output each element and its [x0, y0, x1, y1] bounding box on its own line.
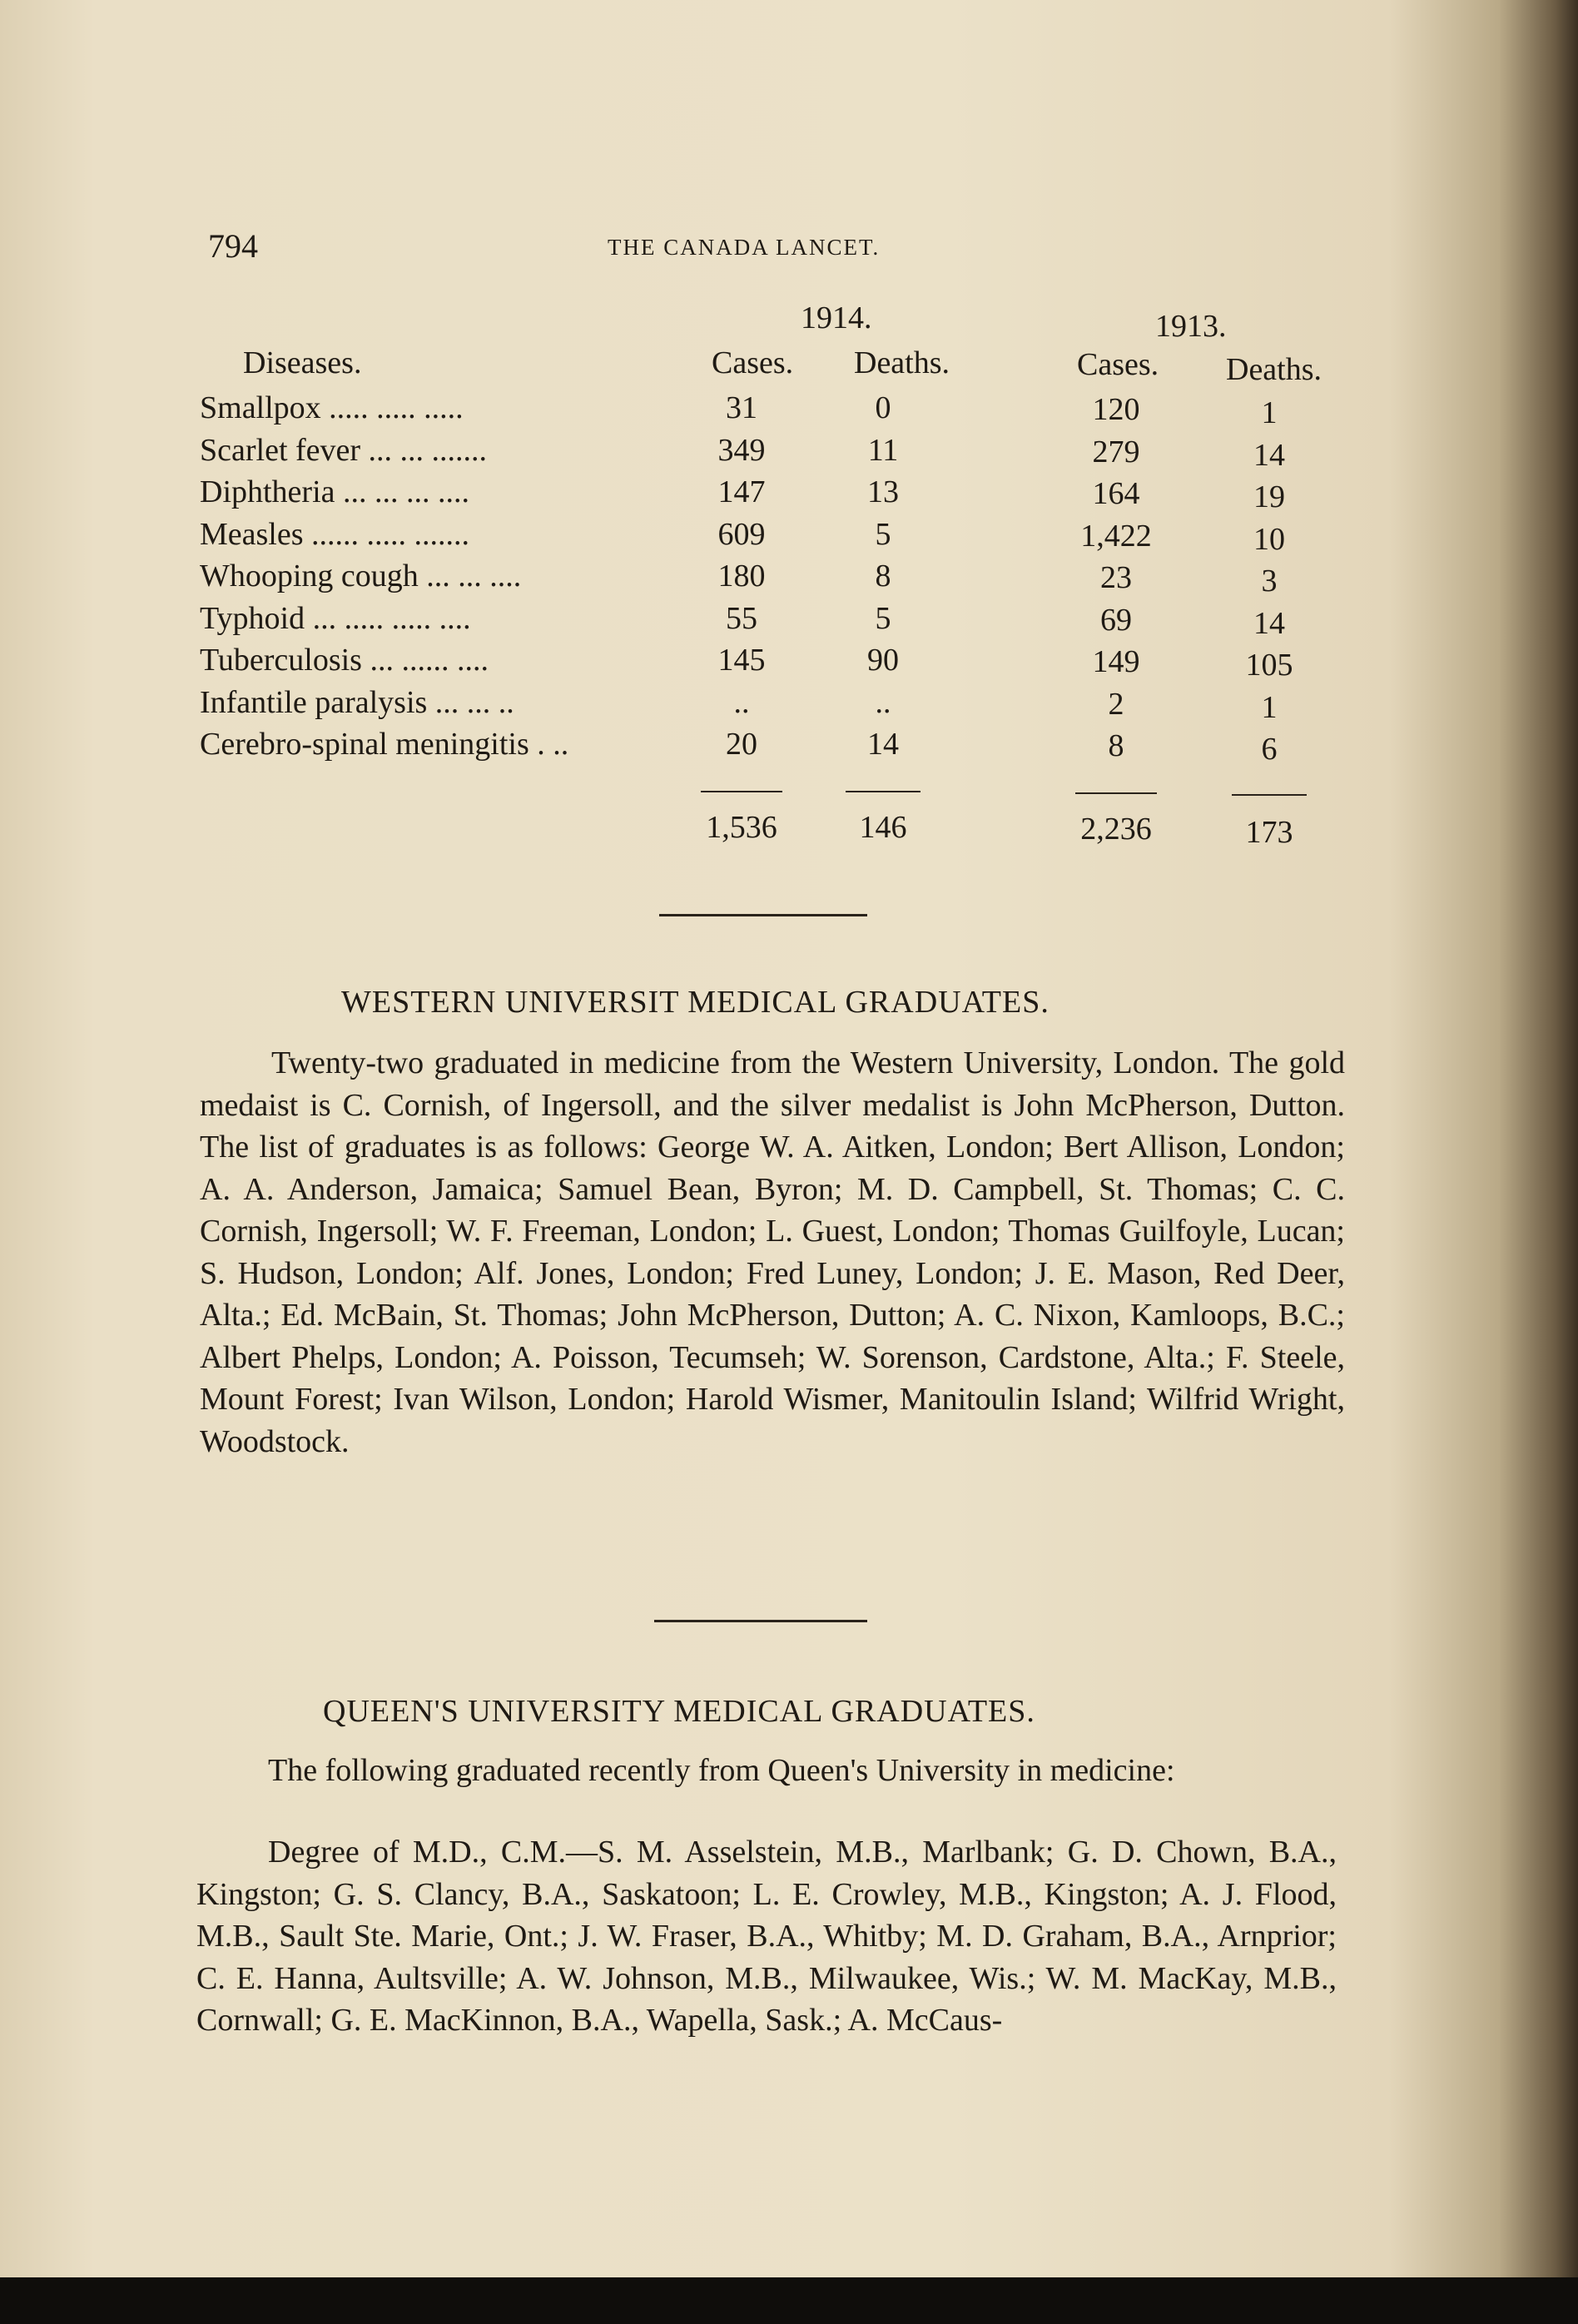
total-cases-1914: 1,536 [706, 810, 777, 845]
column-header-cases-1913: Cases. [1077, 347, 1159, 382]
deaths-1914: 14 [867, 727, 899, 762]
cases-1914: 180 [717, 559, 766, 593]
disease-name: Smallpox ..... ..... ..... [200, 390, 464, 425]
column-header-deaths-1914: Deaths. [854, 345, 950, 380]
deaths-1914: 5 [875, 600, 891, 636]
deaths-1914: .. [875, 684, 891, 720]
cases-1914: 609 [717, 516, 766, 552]
deaths-1914: 90 [867, 643, 899, 678]
scan-bottom-edge [0, 2277, 1578, 2324]
deaths-1914: 13 [867, 474, 899, 509]
cases-1913: 2 [1108, 686, 1124, 722]
deaths-1914: 8 [875, 559, 891, 593]
queens-section-heading: QUEEN'S UNIVERSITY MEDICAL GRADUATES. [323, 1694, 1035, 1729]
column-header-cases-1914: Cases. [712, 345, 794, 380]
deaths-1913: 14 [1253, 605, 1285, 641]
western-graduates-paragraph: Twenty-two graduated in medicine from the Western University, London. The gold medaist is C. Cornish, of Ingersoll, and the silver medalist is John McPherson, Dutton. The list of graduates is as follows: George W. A. Aitken, London; Bert Allison, London; A. A. Anderson, Jamaica; Samuel Bean, Byron; M. D. Campbell, St. Thomas; C. C. Cornish, Ingersoll; W. F. Freeman, London; L. Guest, London; Thomas Guilfoyle, Lucan; S. Hudson, London; Alf. Jones, London; Fred Luney, London; J. E. Mason, Red Deer, Alta.; Ed. McBain, St. Thomas; John McPherson, Dutton; A. C. Nixon, Kamloops, B.C.; Albert Phelps, London; A. Poisson, Tecumseh; W. Sorenson, Cardstone, Alta.; F. Steele, Mount Forest; Ivan Wilson, London; Harold Wismer, Manitoulin Island; Wilfrid Wright, Woodstock. [200, 1045, 1345, 1459]
deaths-1914: 11 [867, 432, 899, 468]
year-header-1913: 1913. [1155, 309, 1227, 344]
total-rule-cases-1913 [1075, 792, 1157, 794]
disease-name: Diphtheria ... ... ... .... [200, 474, 470, 509]
page-number: 794 [208, 227, 258, 265]
total-rule-deaths-1913 [1232, 794, 1307, 796]
cases-1914: 55 [726, 600, 757, 636]
queens-graduates-paragraph: Degree of M.D., C.M.—S. M. Asselstein, M.B., Marlbank; G. D. Chown, B.A., Kingston; G. S. Clancy, B.A., Saskatoon; L. E. Crowley, M.B., Kingston; A. J. Flood, M.B., Sault Ste. Marie, Ont.; J. W. Fraser, B.A., Whitby; M. D. Graham, B.A., Arnprior; C. E. Hanna, Aultsville; A. W. Johnson, M.B., Milwaukee, Wis.; W. M. MacKay, M.B., Cornwall; G. E. MacKinnon, B.A., Wapella, Sask.; A. McCaus- [196, 1835, 1337, 2038]
disease-name: Measles ...... ..... ....... [200, 516, 470, 552]
deaths-1914: 5 [875, 516, 891, 552]
total-rule-deaths-1914 [846, 791, 920, 792]
cases-1913: 120 [1092, 392, 1140, 427]
deaths-1913: 3 [1261, 564, 1278, 598]
disease-name: Whooping cough ... ... .... [200, 559, 522, 593]
total-cases-1913: 2,236 [1080, 812, 1152, 847]
deaths-1914: 0 [875, 390, 891, 425]
disease-name: Typhoid ... ..... ..... .... [200, 600, 471, 636]
deaths-1913: 1 [1261, 689, 1278, 725]
year-header-1914: 1914. [801, 300, 872, 335]
column-header-diseases: Diseases. [243, 345, 362, 380]
disease-name: Tuberculosis ... ...... .... [200, 643, 489, 678]
cases-1913: 149 [1092, 644, 1140, 679]
deaths-1913: 10 [1253, 521, 1285, 557]
deaths-1913: 19 [1253, 479, 1285, 514]
disease-name: Cerebro-spinal meningitis . .. [200, 727, 569, 762]
cases-1914: .. [733, 684, 750, 720]
journal-title: THE CANADA LANCET. [608, 235, 881, 260]
cases-1913: 23 [1100, 560, 1132, 595]
cases-1913: 164 [1092, 476, 1140, 511]
running-head [208, 226, 1365, 276]
cases-1914: 147 [717, 474, 766, 509]
cases-1914: 20 [726, 727, 757, 762]
deaths-1913: 6 [1261, 732, 1278, 767]
cases-1914: 145 [717, 643, 766, 678]
queens-intro-paragraph: The following graduated recently from Queen's University in medicine: [268, 1753, 1175, 1788]
cases-1913: 8 [1108, 728, 1124, 763]
deaths-1913: 14 [1253, 437, 1285, 473]
western-section-heading: WESTERN UNIVERSIT MEDICAL GRADUATES. [341, 985, 1050, 1020]
deaths-1913: 105 [1245, 648, 1293, 683]
disease-statistics-table [200, 300, 1365, 866]
cases-1914: 31 [726, 390, 757, 425]
cases-1914: 349 [717, 432, 766, 468]
section-divider [654, 1620, 867, 1622]
disease-name: Infantile paralysis ... ... .. [200, 684, 514, 720]
total-deaths-1913: 173 [1245, 815, 1293, 850]
disease-name: Scarlet fever ... ... ....... [200, 432, 488, 468]
cases-1913: 1,422 [1080, 518, 1152, 554]
cases-1913: 69 [1100, 602, 1132, 638]
column-header-deaths-1913: Deaths. [1226, 352, 1322, 387]
total-rule-cases-1914 [701, 791, 782, 792]
deaths-1913: 1 [1261, 395, 1278, 430]
total-deaths-1914: 146 [859, 810, 907, 845]
section-divider [659, 914, 867, 916]
cases-1913: 279 [1092, 434, 1140, 469]
